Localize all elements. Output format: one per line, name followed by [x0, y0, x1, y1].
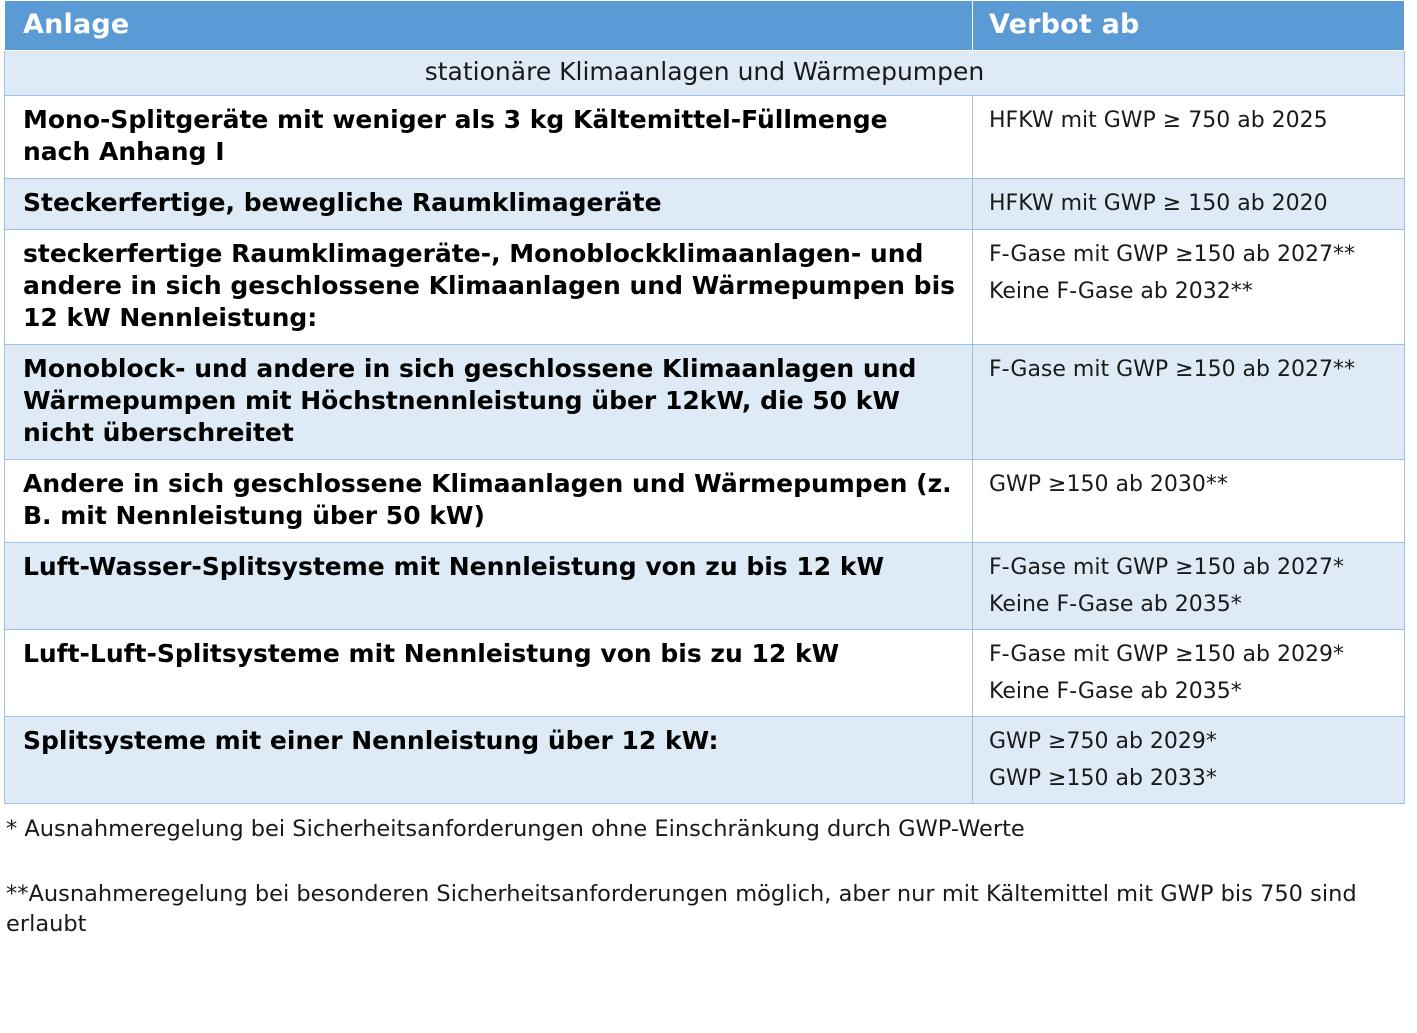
cell-anlage: Luft-Wasser-Splitsysteme mit Nennleistung von zu bis 12 kW	[5, 543, 973, 630]
verbot-line: GWP ≥150 ab 2033*	[989, 766, 1217, 792]
table-row	[5, 230, 1405, 345]
footnote-single-asterisk: * Ausnahmeregelung bei Sicherheitsanforderungen ohne Einschränkung durch GWP-Werte	[6, 816, 1025, 843]
verbot-line: HFKW mit GWP ≥ 750 ab 2025	[989, 108, 1328, 133]
cell-verbot	[973, 717, 1405, 804]
cell-anlage: Mono-Splitgeräte mit weniger als 3 kg Kältemittel-Füllmenge nach Anhang I	[5, 96, 973, 179]
cell-anlage: Luft-Luft-Splitsysteme mit Nennleistung von bis zu 12 kW	[5, 630, 973, 717]
verbot-line: Keine F-Gase ab 2032**	[989, 279, 1253, 305]
verbot-line: GWP ≥750 ab 2029*	[989, 729, 1217, 755]
table-row	[5, 179, 1405, 230]
cell-verbot	[973, 460, 1405, 543]
verbot-line: Keine F-Gase ab 2035*	[989, 679, 1242, 705]
table-body	[5, 51, 1405, 804]
cell-anlage: Monoblock- und andere in sich geschlossene Klimaanlagen und Wärmepumpen mit Höchstnennleistung über 12kW, die 50 kW nicht überschreitet	[5, 345, 973, 460]
column-header-verbot-ab: Verbot ab	[973, 1, 1405, 51]
cell-verbot	[973, 345, 1405, 460]
verbot-line: F-Gase mit GWP ≥150 ab 2027**	[989, 242, 1355, 267]
verbot-line: HFKW mit GWP ≥ 150 ab 2020	[989, 191, 1328, 216]
verbot-line: GWP ≥150 ab 2030**	[989, 472, 1228, 497]
table-row	[5, 345, 1405, 460]
cell-verbot	[973, 96, 1405, 179]
cell-verbot	[973, 630, 1405, 717]
table-row	[5, 96, 1405, 179]
footnotes	[6, 814, 1406, 939]
cell-anlage: Splitsysteme mit einer Nennleistung über 12 kW:	[5, 717, 973, 804]
section-title: stationäre Klimaanlagen und Wärmepumpen	[5, 51, 1405, 96]
cell-anlage: Andere in sich geschlossene Klimaanlagen und Wärmepumpen (z. B. mit Nennleistung über 50 kW)	[5, 460, 973, 543]
table-row	[5, 630, 1405, 717]
cell-verbot	[973, 179, 1405, 230]
cell-verbot	[973, 543, 1405, 630]
verbot-line: F-Gase mit GWP ≥150 ab 2029*	[989, 642, 1344, 668]
verbot-line: F-Gase mit GWP ≥150 ab 2027**	[989, 357, 1355, 382]
cell-anlage: Steckerfertige, bewegliche Raumklimageräte	[5, 179, 973, 230]
table-row	[5, 717, 1405, 804]
table-header	[5, 1, 1405, 51]
table-header-row	[5, 1, 1405, 51]
table-row	[5, 543, 1405, 630]
table-row	[5, 460, 1405, 543]
footnote-double-asterisk: **Ausnahmeregelung bei besonderen Sicherheitsanforderungen möglich, aber nur mit Kältemittel mit GWP bis 750 sind erlaubt	[6, 880, 1357, 937]
cell-anlage: steckerfertige Raumklimageräte-, Monoblockklimaanlagen- und andere in sich geschlossene Klimaanlagen und Wärmepumpen bis 12 kW Nennleistung:	[5, 230, 973, 345]
cell-verbot	[973, 230, 1405, 345]
verbot-line: Keine F-Gase ab 2035*	[989, 592, 1242, 618]
verbot-line: F-Gase mit GWP ≥150 ab 2027*	[989, 555, 1344, 580]
f-gas-ban-table	[4, 0, 1405, 804]
column-header-anlage: Anlage	[5, 1, 973, 51]
table-section-row	[5, 51, 1405, 96]
